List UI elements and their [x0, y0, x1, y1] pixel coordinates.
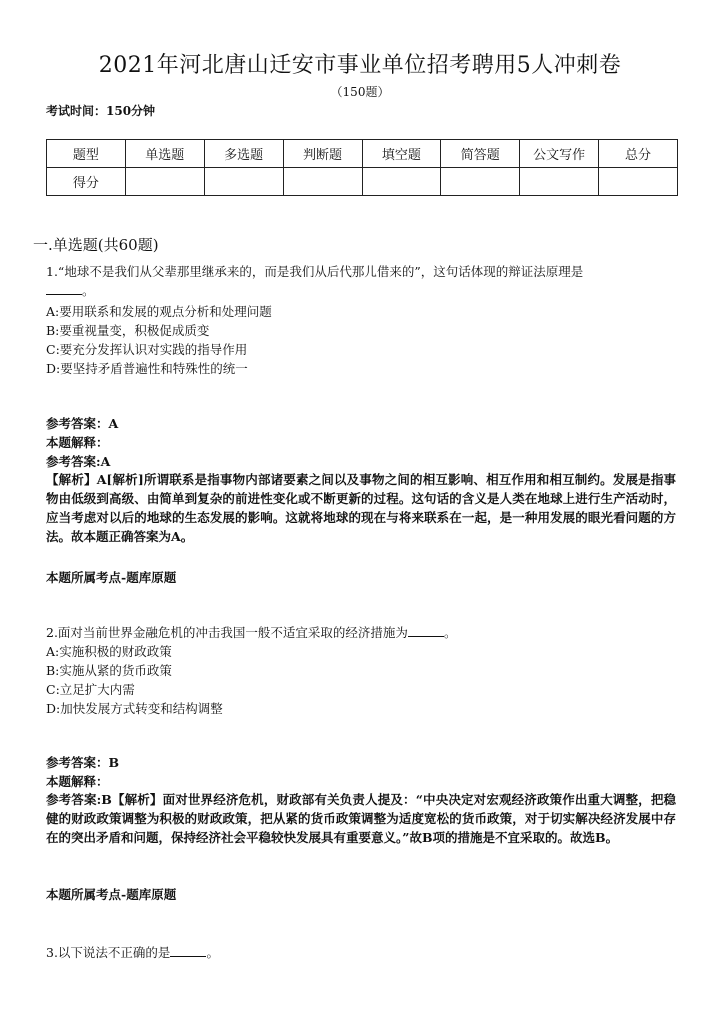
- page-subtitle: （150题）: [330, 85, 390, 99]
- score-header-cell: 公文写作: [520, 140, 599, 168]
- score-header-cell: 填空题: [362, 140, 441, 168]
- score-table-header-row: [47, 140, 678, 168]
- question-1-option-d: D:要坚持矛盾普遍性和特殊性的统一: [46, 361, 248, 376]
- score-header-cell: 多选题: [204, 140, 283, 168]
- question-2-stem: [46, 623, 686, 642]
- question-3-text: 3.以下说法不正确的是: [46, 945, 171, 960]
- question-2-option-b: B:实施从紧的货币政策: [46, 663, 172, 678]
- score-table: [46, 139, 678, 196]
- question-2-point: 本题所属考点-题库原题: [46, 887, 177, 902]
- score-header-cell: 总分: [599, 140, 678, 168]
- score-cell: [283, 168, 362, 196]
- score-cell: [520, 168, 599, 196]
- score-table-score-row: [47, 168, 678, 196]
- score-cell: [125, 168, 204, 196]
- question-1-answer: 参考答案：A: [46, 416, 119, 431]
- score-cell: [362, 168, 441, 196]
- question-2-stem-end: 。: [443, 625, 457, 640]
- score-cell: [599, 168, 678, 196]
- question-1-stem-end: 。: [82, 283, 95, 298]
- score-header-cell: 判断题: [283, 140, 362, 168]
- question-2-option-d: D:加快发展方式转变和结构调整: [46, 701, 223, 716]
- question-1-option-b: B:要重视量变，积极促成质变: [46, 323, 210, 338]
- score-cell: [204, 168, 283, 196]
- section-heading: 一.单选题(共60题): [33, 236, 159, 254]
- question-3-stem-end: 。: [206, 945, 219, 960]
- question-1-explain-label: 本题解释：: [46, 435, 109, 450]
- score-header-cell: 单选题: [125, 140, 204, 168]
- question-2-analysis: 参考答案:B【解析】面对世界经济危机，财政部有关负责人提及：“中央决定对宏观经济政策作出重大调整，把稳健的财政政策调整为积极的财政政策，把从紧的货币政策调整为适度宽松的货币政策，对于切实解决经济发展中存在的突出矛盾和问题，保持经济社会平稳较快发展具有重要意义。”故B项的措施是不宜采取的。故选B。: [46, 792, 676, 845]
- score-header-cell: 题型: [47, 140, 126, 168]
- answer-blank: [408, 624, 444, 637]
- answer-blank: [46, 282, 82, 295]
- question-1-text: 1.“地球不是我们从父辈那里继承来的，而是我们从后代那儿借来的”，这句话体现的辩证法原理是: [46, 264, 584, 279]
- page-title: 2021年河北唐山迁安市事业单位招考聘用5人冲刺卷: [98, 53, 622, 78]
- score-header-cell: 简答题: [441, 140, 520, 168]
- question-1-answer-repeat: 参考答案:A: [46, 454, 111, 469]
- question-1-option-c: C:要充分发挥认识对实践的指导作用: [46, 342, 248, 357]
- question-3-stem: [46, 943, 686, 962]
- exam-time: 考试时间：150分钟: [46, 104, 156, 118]
- answer-blank: [170, 944, 206, 957]
- question-2-explain-label: 本题解释：: [46, 774, 109, 789]
- question-1-point: 本题所属考点-题库原题: [46, 570, 177, 585]
- question-1-stem: [46, 262, 686, 300]
- question-1-analysis: 【解析】A[解析]所谓联系是指事物内部诸要素之间以及事物之间的相互影响、相互作用和相互制约。发展是指事物由低级到高级、由简单到复杂的前进性变化或不断更新的过程。这句话的含义是人类在地球上进行生产活动时，应当考虑对以后的地球的生态发展的影响。这就将地球的现在与将来联系在一起，是一种用发展的眼光看问题的方法。故本题正确答案为A。: [46, 472, 676, 544]
- question-2-answer: 参考答案：B: [46, 755, 120, 770]
- score-row-label: 得分: [47, 168, 126, 196]
- question-2-option-c: C:立足扩大内需: [46, 682, 135, 697]
- question-1-option-a: A:要用联系和发展的观点分析和处理问题: [46, 304, 272, 319]
- question-2-text: 2.面对当前世界金融危机的冲击我国一般不适宜采取的经济措施为: [46, 625, 408, 640]
- score-cell: [441, 168, 520, 196]
- question-2-option-a: A:实施积极的财政政策: [46, 644, 172, 659]
